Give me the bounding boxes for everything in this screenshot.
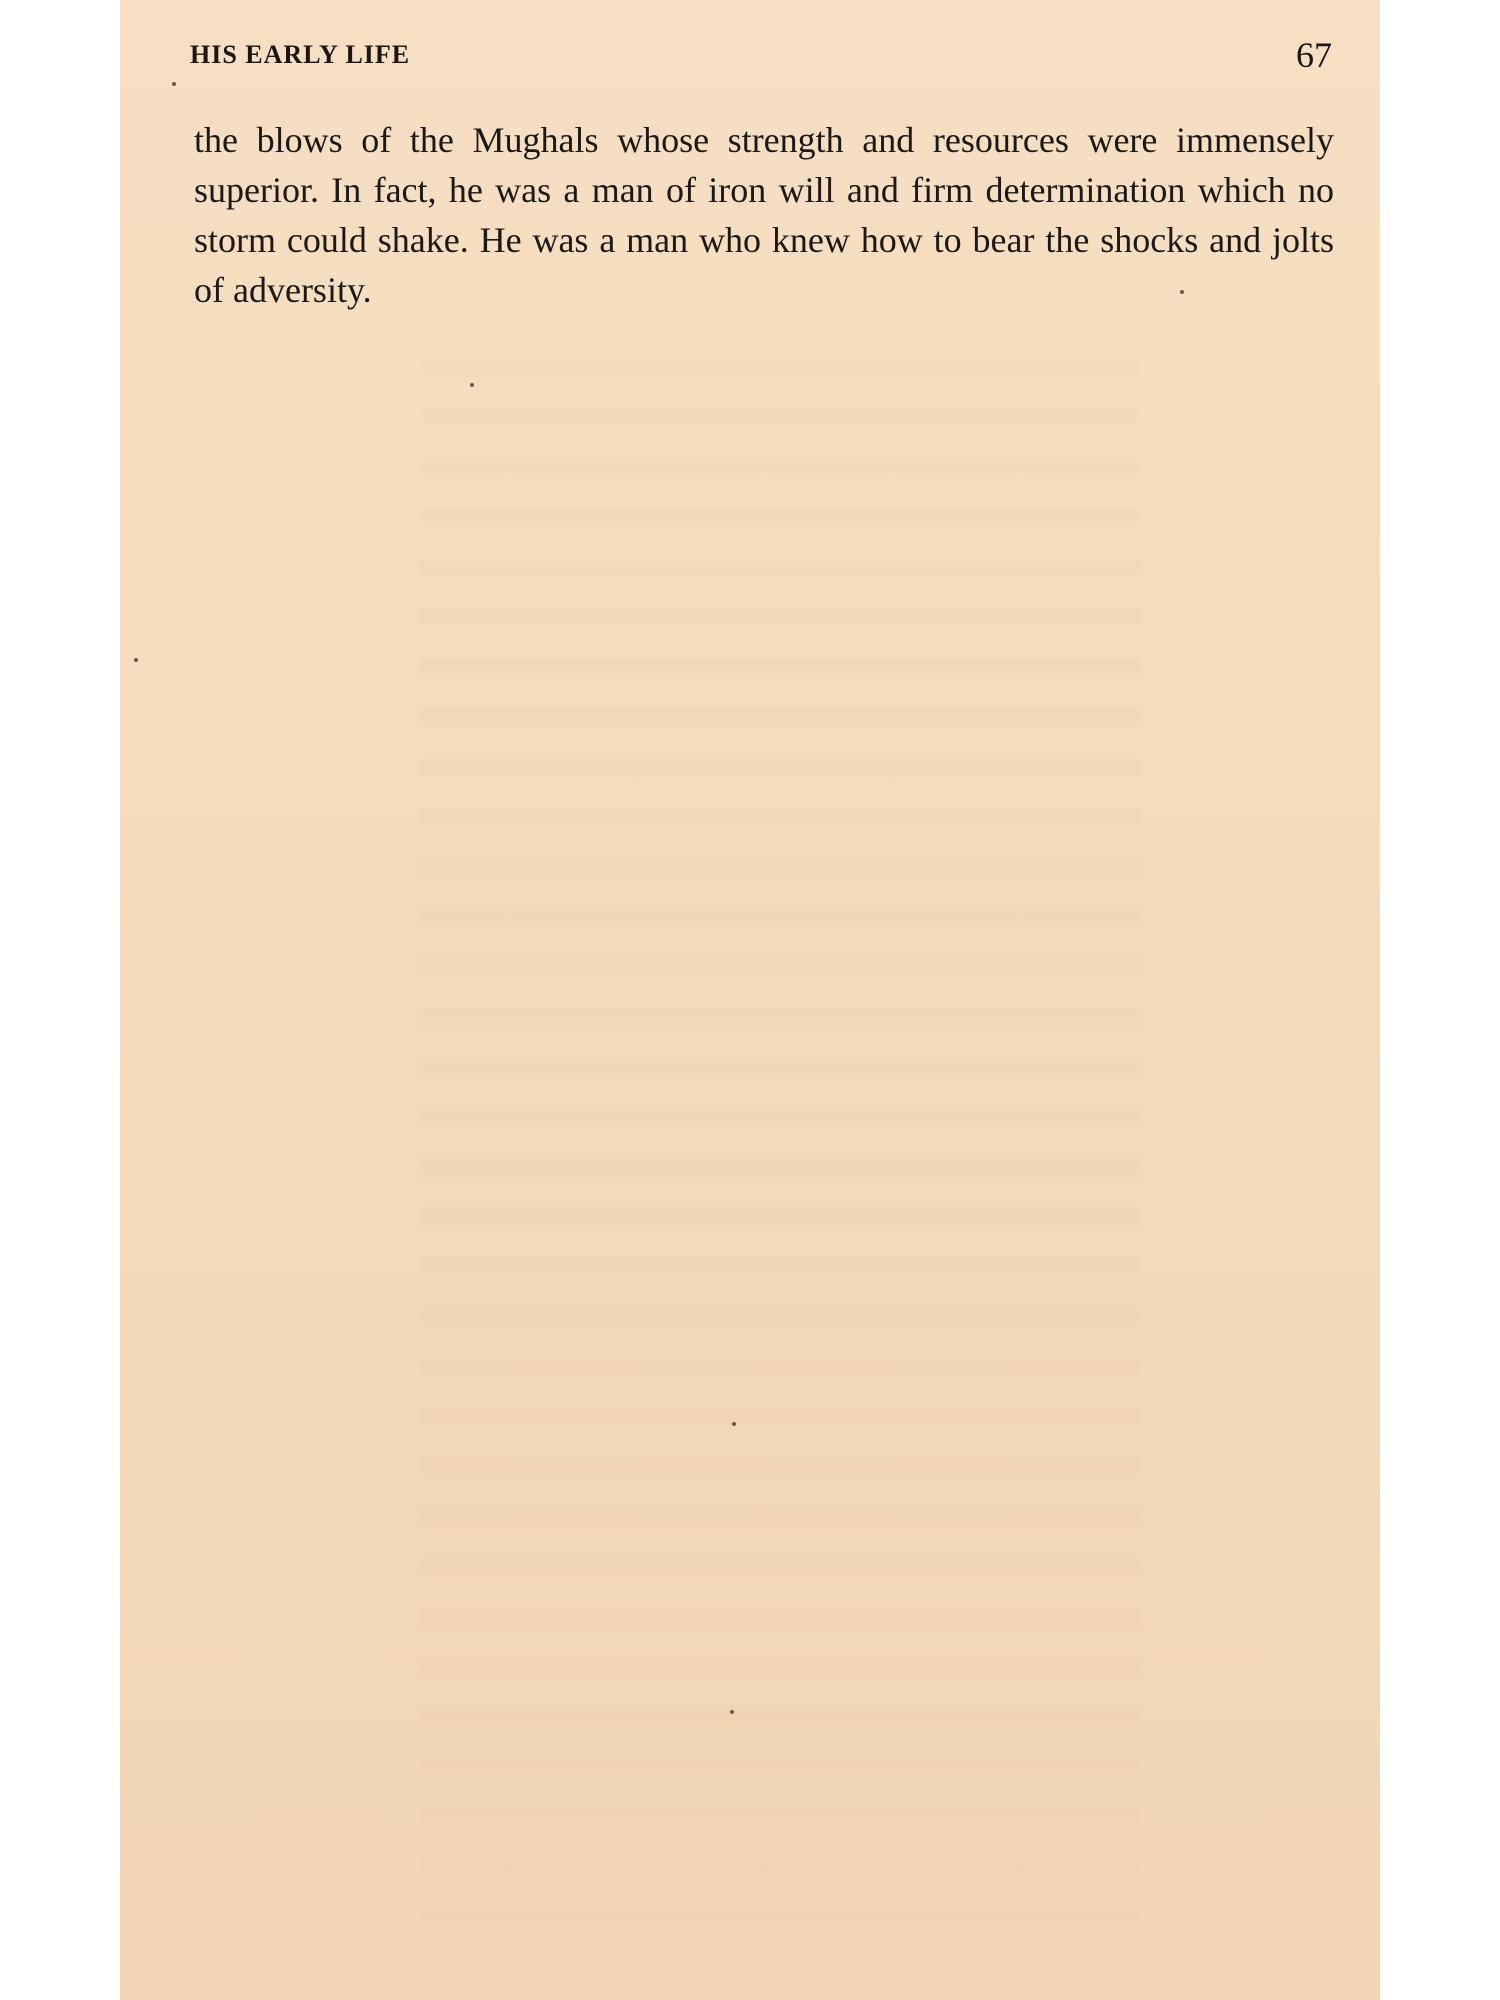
paper-speck xyxy=(470,383,474,387)
paper-speck xyxy=(134,658,138,662)
body-paragraph: the blows of the Mughals whose strength and resources were immensely superior. In fact, he was a man of iron will and firm determination which no storm could shake. He was a man who knew how to bear the shocks and jolts of adversity. xyxy=(194,120,1334,310)
show-through-text xyxy=(420,330,1140,1930)
running-head: HIS EARLY LIFE xyxy=(190,40,411,69)
paper-speck xyxy=(1180,290,1184,294)
paper-speck xyxy=(730,1710,734,1714)
book-page xyxy=(120,0,1380,2000)
paper-speck xyxy=(732,1422,736,1426)
paper-speck xyxy=(172,82,176,86)
page-number: 67 xyxy=(1296,35,1332,75)
